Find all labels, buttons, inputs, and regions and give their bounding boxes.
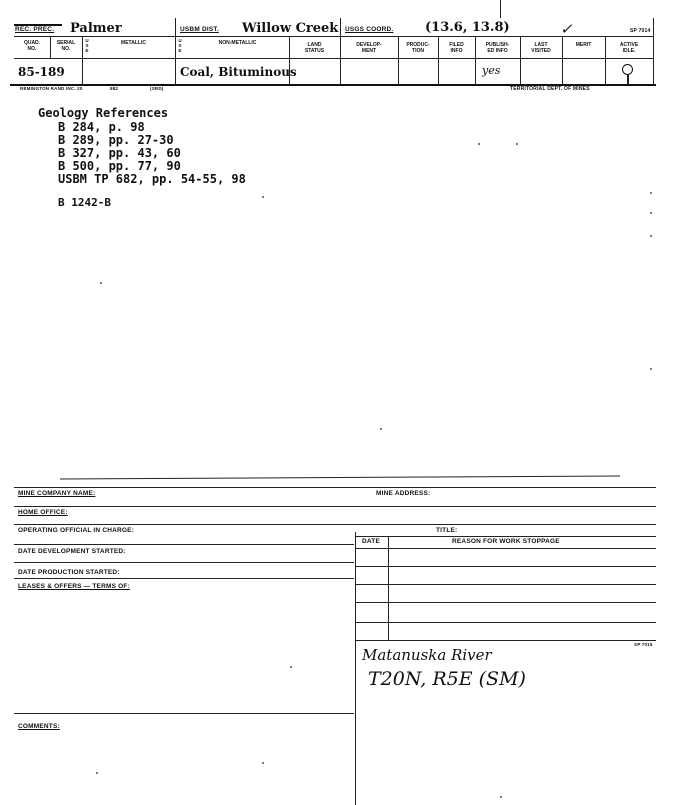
divider-prod xyxy=(398,36,399,84)
left-line-b xyxy=(14,562,354,563)
col-published-info: PUBLISH- ED INFO xyxy=(485,42,510,54)
published-info-value: yes xyxy=(482,64,501,77)
col-land-status: LAND STATUS xyxy=(304,42,325,54)
speck xyxy=(650,368,652,370)
reference-item: USBM TP 682, pp. 54-55, 98 xyxy=(58,172,246,186)
stoppage-row-6 xyxy=(356,640,656,641)
col-use-metallic: U S E xyxy=(85,38,89,53)
top-tick xyxy=(500,0,501,18)
home-office-label: HOME OFFICE: xyxy=(18,509,68,516)
stoppage-row-4 xyxy=(356,602,656,603)
form-number-top: SP 7014 xyxy=(630,28,651,34)
speck xyxy=(516,143,518,145)
stoppage-row-5 xyxy=(356,622,656,623)
nonmetallic-value: Coal, Bituminous xyxy=(180,65,297,79)
divider-serial xyxy=(50,36,51,58)
reference-item: B 500, pp. 77, 90 xyxy=(58,159,181,173)
left-line-a xyxy=(14,544,354,545)
usbm-dist-label: USBM DIST. xyxy=(180,26,219,33)
printer-paren: (SRD) xyxy=(150,86,164,91)
header-line-2 xyxy=(14,58,654,59)
speck xyxy=(478,143,480,145)
speck xyxy=(380,428,382,430)
reference-item: B 327, pp. 43, 60 xyxy=(58,146,181,160)
mine-address-label: MINE ADDRESS: xyxy=(376,490,431,497)
mine-company-line xyxy=(14,487,656,488)
reference-item: B 284, p. 98 xyxy=(58,120,145,134)
speck xyxy=(262,196,264,198)
divider-pub xyxy=(475,36,476,84)
col-production: PRODUC- TION xyxy=(406,42,430,54)
speck xyxy=(96,772,98,774)
rec-prec-value: Palmer xyxy=(70,21,122,36)
divider-filed xyxy=(438,36,439,84)
card-top-edge xyxy=(60,476,620,480)
col-active-idle: ACTIVE IDLE. xyxy=(619,42,639,54)
handwritten-township: T20N, R5E (SM) xyxy=(368,668,526,690)
speck xyxy=(500,796,502,798)
handwritten-river: Matanuska River xyxy=(362,646,492,664)
col-merit: MERIT xyxy=(575,42,592,48)
usgs-coord-value: (13.6, 13.8) xyxy=(425,20,510,35)
stoppage-row-2 xyxy=(356,566,656,567)
speck xyxy=(650,235,652,237)
printer-code: 882 xyxy=(110,86,119,91)
divider-right xyxy=(653,18,654,84)
speck xyxy=(650,192,652,194)
divider-merit xyxy=(562,36,563,84)
col-filed-info: FILED INFO xyxy=(449,42,464,54)
date-production-label: DATE PRODUCTION STARTED: xyxy=(18,569,120,576)
references-heading: Geology References xyxy=(38,106,169,120)
divider-2 xyxy=(340,18,341,84)
date-development-label: DATE DEVELOPMENT STARTED: xyxy=(18,548,126,555)
check-mark: ✓ xyxy=(560,20,573,38)
quad-serial-value: 85-189 xyxy=(18,65,65,79)
reference-extra: B 1242-B xyxy=(58,196,111,209)
divider-1 xyxy=(175,18,176,84)
divider-active xyxy=(605,36,606,84)
date-divider xyxy=(388,536,389,640)
operating-official-label: OPERATING OFFICIAL IN CHARGE: xyxy=(18,527,135,534)
comments-label: COMMENTS: xyxy=(18,723,60,730)
speck xyxy=(100,282,102,284)
printer-line: REMINGTON RAND INC. 20 xyxy=(20,86,83,91)
date-column-label: DATE xyxy=(362,538,381,545)
header-line-1 xyxy=(14,36,654,37)
leases-label: LEASES & OFFERS — TERMS OF: xyxy=(18,583,130,590)
center-divider xyxy=(355,532,356,805)
stoppage-row-1 xyxy=(356,548,656,549)
operating-line xyxy=(14,524,656,525)
left-line-c xyxy=(14,578,354,579)
speck xyxy=(262,762,264,764)
col-serial-no: SERIAL NO. xyxy=(56,40,76,52)
mine-company-label: MINE COMPANY NAME: xyxy=(18,490,96,497)
col-last-visited: LAST VISITED xyxy=(531,42,551,54)
stoppage-header-top xyxy=(356,536,656,537)
reference-item: B 289, pp. 27-30 xyxy=(58,133,174,147)
usgs-coord-label: USGS COORD. xyxy=(345,26,394,33)
divider-use1 xyxy=(82,36,83,84)
active-stem xyxy=(627,74,629,84)
comments-line xyxy=(14,713,354,714)
form-number-bottom: SP 7015 xyxy=(634,642,653,647)
stoppage-row-3 xyxy=(356,584,656,585)
department-label: TERRITORIAL DEPT. OF MINES xyxy=(510,86,590,92)
title-label: TITLE: xyxy=(436,527,458,534)
usbm-dist-value: Willow Creek xyxy=(242,21,339,36)
col-nonmetallic: NON-METALLIC xyxy=(218,40,257,46)
speck xyxy=(650,212,652,214)
home-office-line xyxy=(14,506,656,507)
divider-last xyxy=(520,36,521,84)
col-development: DEVELOP- MENT xyxy=(356,42,382,54)
col-use-nonmetallic: U S E xyxy=(178,38,182,53)
rec-prec-label: REC. PREC. xyxy=(15,26,55,33)
col-quad-no: QUAD. NO. xyxy=(23,40,41,52)
speck xyxy=(290,666,292,668)
col-metallic: METALLIC xyxy=(121,40,146,46)
reason-column-label: REASON FOR WORK STOPPAGE xyxy=(452,538,560,545)
